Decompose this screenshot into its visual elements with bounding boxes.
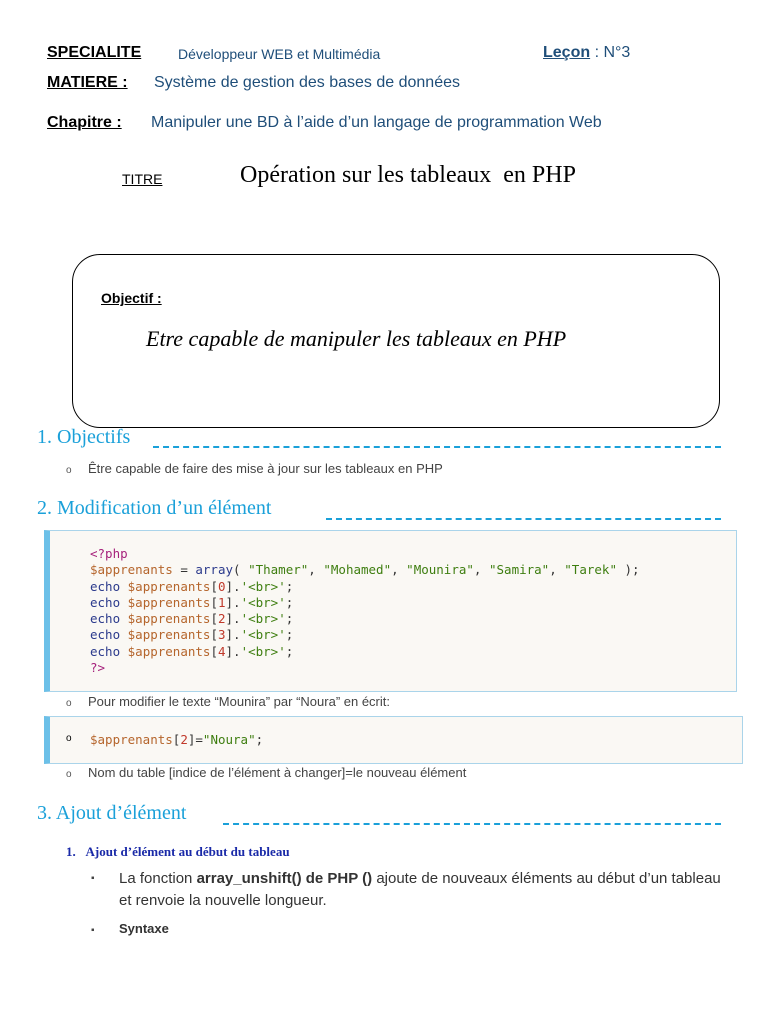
syntaxe-label: Syntaxe xyxy=(119,921,169,936)
code-var: $apprenants xyxy=(90,732,173,747)
code-index: 2 xyxy=(180,732,188,747)
subtitle-text: Ajout d’élément au début du tableau xyxy=(85,844,290,859)
code-name: Samira xyxy=(496,562,542,578)
code-var: $apprenants xyxy=(127,578,211,594)
code-var: $apprenants xyxy=(127,643,211,659)
code-br: '<br>' xyxy=(240,627,286,643)
para-text: La fonction xyxy=(119,870,197,887)
code-block-2-content: $apprenants[2]="Noura"; xyxy=(90,732,264,747)
specialite-value: Développeur WEB et Multimédia xyxy=(178,46,381,62)
code-index: 2 xyxy=(217,611,226,627)
code-block-1-content: <?php $apprenants = array( "Thamer", "Mohamed", "Mounira", "Samira", "Tarek" ); echo $apprenants[0].'<br>'; echo $apprenants[1].'<br>'; echo $apprenants[2].'<br>'; echo $apprenants[3].'<br>'; echo $apprenants[4].'<br>'; ?> xyxy=(90,546,640,676)
square-bullet-icon: ▪ xyxy=(91,873,95,884)
code-name: Mounira xyxy=(413,562,467,578)
circle-bullet-icon: o xyxy=(66,769,72,780)
specialite-label: SPECIALITE xyxy=(47,44,142,61)
section-3-paragraph xyxy=(91,868,731,912)
titre-label: TITRE xyxy=(122,171,163,187)
code-index: 1 xyxy=(217,594,226,610)
code-br: '<br>' xyxy=(240,594,286,610)
section-3-syntaxe xyxy=(91,921,169,936)
code-var: $apprenants xyxy=(127,594,211,610)
code-var: $apprenants xyxy=(127,627,211,643)
circle-bullet-icon: o xyxy=(66,733,72,744)
section-2-bullet-2 xyxy=(66,765,466,780)
lecon-label: Leçon xyxy=(543,44,591,61)
code-echo: echo xyxy=(90,627,121,643)
php-open-tag: <?php xyxy=(90,546,128,561)
matiere-label: MATIERE : xyxy=(47,74,128,91)
code-var: $apprenants xyxy=(127,611,211,627)
code-fn: array xyxy=(195,562,234,578)
code-value: "Noura" xyxy=(202,732,256,747)
php-close-tag: ?> xyxy=(90,660,106,676)
objective-text: Etre capable de manipuler les tableaux en PHP xyxy=(146,326,567,351)
code-echo: echo xyxy=(90,611,121,627)
code-var: $apprenants xyxy=(90,562,173,578)
section-3-title: 3. Ajout d’élément xyxy=(37,802,187,824)
para-bold: array_unshift() de PHP () xyxy=(196,870,373,887)
matiere-value: Système de gestion des bases de données xyxy=(154,74,460,91)
code-eq: = xyxy=(172,562,196,578)
section-3-subtitle xyxy=(66,844,290,860)
code-br: '<br>' xyxy=(240,643,286,659)
circle-bullet-icon: o xyxy=(66,465,72,476)
section-3-divider xyxy=(223,823,721,825)
objective-label: Objectif : xyxy=(101,290,162,306)
code-echo: echo xyxy=(90,578,121,594)
code-echo: echo xyxy=(90,643,121,659)
section-2-bullet-2-text: Nom du table [indice de l’élément à changer]=le nouveau élément xyxy=(88,765,467,780)
code-br: '<br>' xyxy=(240,578,286,594)
page-title: Opération sur les tableaux en PHP xyxy=(240,162,576,188)
circle-bullet-icon: o xyxy=(66,698,72,709)
code-index: 3 xyxy=(217,627,226,643)
section-1-divider xyxy=(153,446,721,448)
code-name: Tarek xyxy=(571,562,610,578)
code-echo: echo xyxy=(90,594,121,610)
section-1-bullet-text: Être capable de faire des mise à jour sur les tableaux en PHP xyxy=(88,461,443,476)
section-2-bullet-1-text: Pour modifier le texte “Mounira” par “Noura” en écrit: xyxy=(88,694,391,709)
section-1-bullet xyxy=(66,461,443,476)
subtitle-number: 1. xyxy=(66,844,76,859)
code-name: Mohamed xyxy=(330,562,384,578)
para-text: ajoute de nouveaux éléments au début d’un tableau et renvoie la nouvelle longueur. xyxy=(119,870,721,909)
section-2-title: 2. Modification d’un élément xyxy=(37,497,272,519)
lecon xyxy=(543,44,630,62)
square-bullet-icon: ▪ xyxy=(91,925,95,936)
lecon-value: : N°3 xyxy=(594,44,631,61)
section-1-title: 1. Objectifs xyxy=(37,426,131,448)
section-2-bullet-1 xyxy=(66,694,390,709)
code-br: '<br>' xyxy=(240,611,286,627)
chapitre-value: Manipuler une BD à l’aide d’un langage de programmation Web xyxy=(151,114,602,131)
chapitre-label: Chapitre : xyxy=(47,114,122,131)
code-index: 4 xyxy=(217,643,226,659)
section-2-divider xyxy=(326,518,721,520)
code-index: 0 xyxy=(217,578,226,594)
code-name: Thamer xyxy=(255,562,301,578)
